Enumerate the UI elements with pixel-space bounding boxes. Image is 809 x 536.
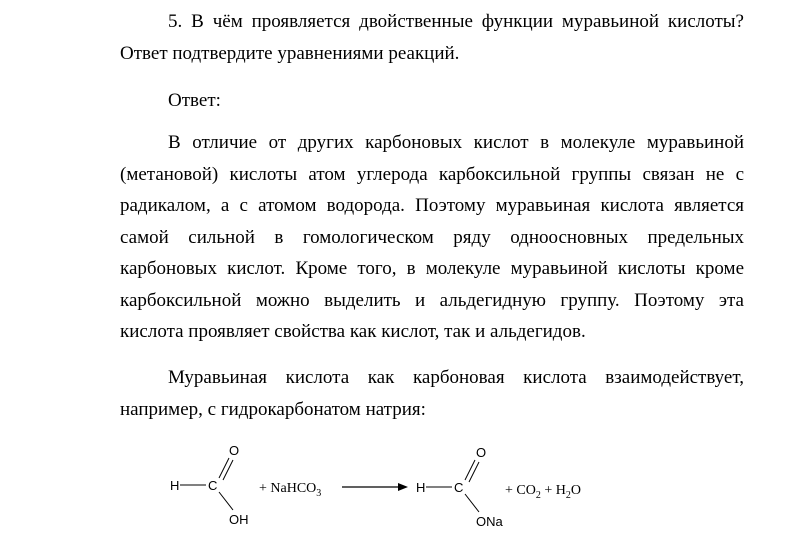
reactant-double-bond-line-2 (223, 460, 233, 480)
product-o-top-atom: O (476, 445, 487, 460)
byproducts (505, 483, 581, 501)
reaction-arrow-head (398, 483, 408, 491)
reactant-h-atom: H (170, 478, 180, 493)
product-sodium-formate (416, 445, 504, 529)
product-double-bond-line-1 (465, 460, 475, 480)
product-ona-group: ONa (476, 514, 503, 529)
product-c-ona-bond (465, 494, 479, 512)
reagent-sodium-bicarbonate (259, 481, 321, 499)
reagent-label: + NaHCO$_3$ (259, 481, 322, 499)
product-double-bond-line-2 (469, 462, 479, 482)
product-c-atom: C (454, 480, 464, 495)
paragraph-reaction-intro: Муравьиная кислота как карбоновая кислота взаимодействует, например, с гидрокарбонатом натрия: (120, 367, 744, 420)
reactant-double-bond-line-1 (219, 458, 229, 478)
reactant-c-oh-bond (219, 492, 233, 510)
answer-label: Ответ: (168, 90, 221, 111)
reactant-o-top-atom: O (229, 443, 240, 458)
product-h-atom: H (416, 480, 426, 495)
reactant-oh-group: OH (229, 512, 249, 527)
reactant-formic-acid (170, 443, 249, 527)
reaction-equation (0, 436, 809, 536)
reaction-equation-svg (0, 436, 809, 536)
reaction-arrow (342, 483, 408, 491)
paragraph-formic-acid-structure: В отличие от других карбоновых кислот в молекуле муравьиной (метановой) кислоты атом углерода карбоксильной группы связан не с радикалом, а с атомом водорода. Поэтому муравьиная кислота является самой сильной в гомологическом ряду одноосновных предельных карбоновых кислот. Кроме того, в молекуле муравьиной кислоты кроме карбоксильной можно выделить и альдегидную группу. Поэтому эта кислота проявляет свойства как кислот, так и альдегидов. (120, 132, 744, 342)
reactant-c-atom: C (208, 478, 218, 493)
question-text: 5. В чём проявляется двойственные функции муравьиной кислоты? Ответ подтвердите уравнениями реакций. (120, 11, 744, 64)
byproducts-label: + $CO_2 + H_2O$ (505, 483, 581, 501)
